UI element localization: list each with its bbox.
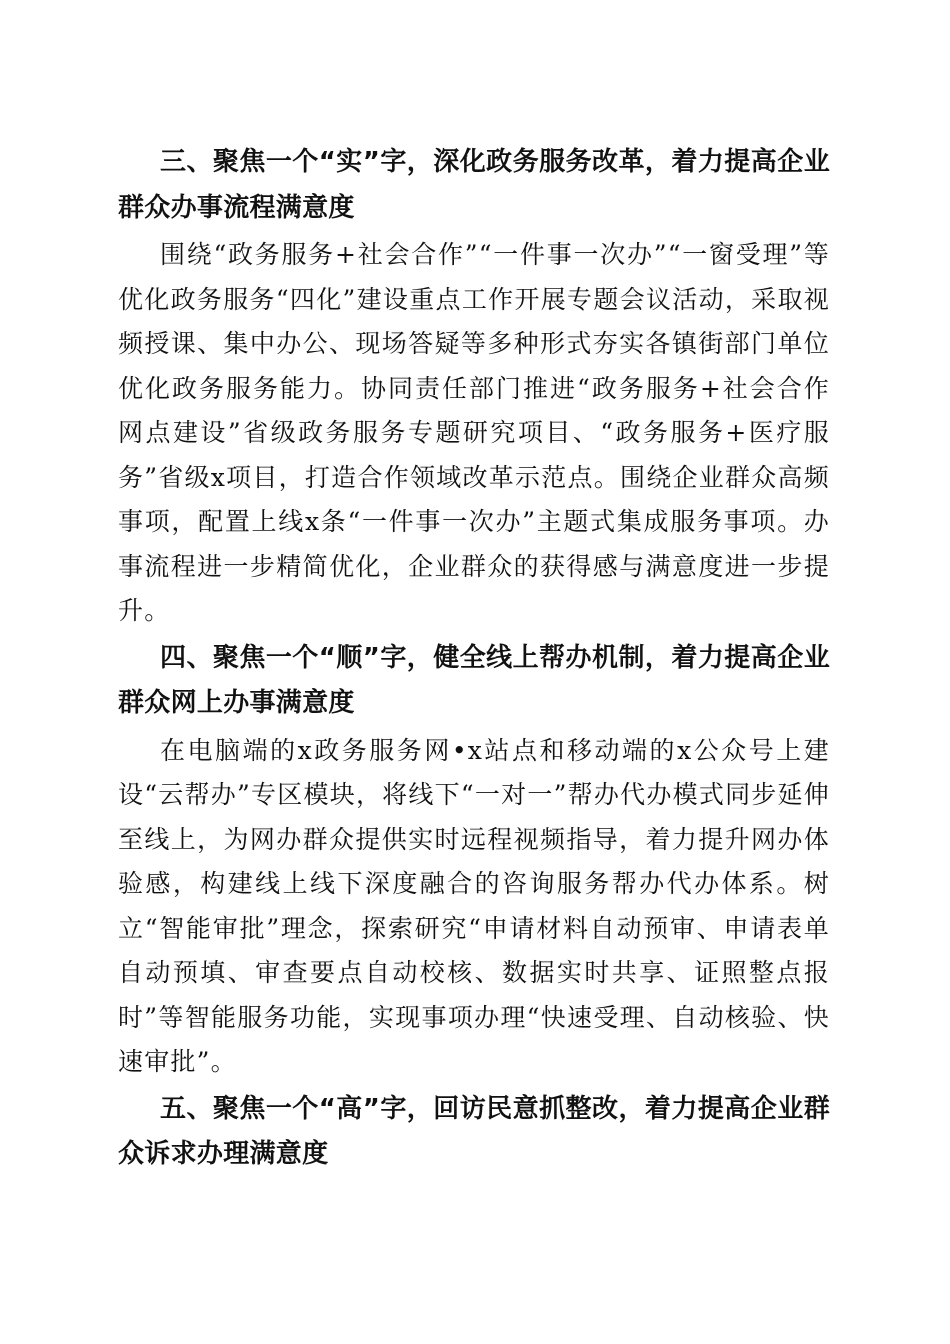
section-3-paragraph: 围绕“政务服务+社会合作”“一件事一次办”“一窗受理”等优化政务服务“四化”建设重点工作开展专题会议活动，采取视频授课、集中办公、现场答疑等多种形式夯实各镇街部门单位优化政务服务能力。协同责任部门推进“政务服务+社会合作网点建设”省级政务服务专题研究项目、“政务服务+医疗服务”省级x项目，打造合作领域改革示范点。围绕企业群众高频事项，配置上线x条“一件事一次办”主题式集成服务事项。办事流程进一步精简优化，企业群众的获得感与满意度进一步提升。 — [118, 240, 830, 625]
section-4-paragraph: 在电脑端的x政务服务网•x站点和移动端的x公众号上建设“云帮办”专区模块，将线下“一对一”帮办代办模式同步延伸至线上，为网办群众提供实时远程视频指导，着力提升网办体验感，构建线上线下深度融合的咨询服务帮办代办体系。树立“智能审批”理念，探索研究“申请材料自动预审、申请表单自动预填、审查要点自动校核、数据实时共享、证照整点报时”等智能服务功能，实现事项办理“快速受理、自动核验、快速审批”。 — [118, 735, 830, 1076]
document-body — [118, 140, 830, 1178]
section-5-heading: 五、聚焦一个“高”字，回访民意抓整改，着力提高企业群众诉求办理满意度 — [118, 1093, 830, 1169]
section-3-heading: 三、聚焦一个“实”字，深化政务服务改革，着力提高企业群众办事流程满意度 — [118, 147, 830, 223]
section-4-heading: 四、聚焦一个“顺”字，健全线上帮办机制，着力提高企业群众网上办事满意度 — [118, 642, 830, 718]
